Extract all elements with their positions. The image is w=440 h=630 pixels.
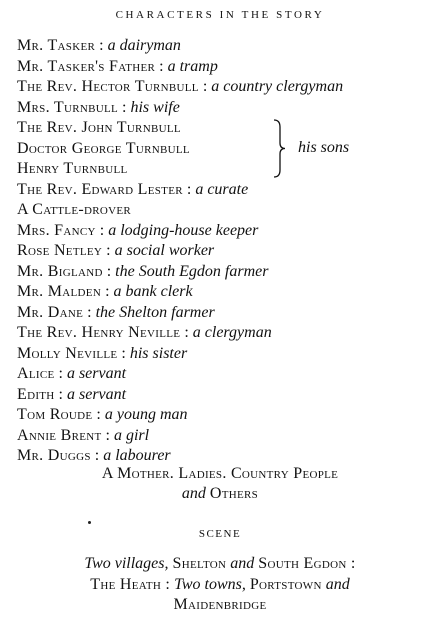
character-entry: Tom Roude : a young man [17,406,188,423]
character-entry: Mrs. Fancy : a lodging-house keeper [17,221,259,239]
character-name: Mr. Bigland [17,262,103,280]
character-name: Mr. Duggs [17,447,91,464]
page-heading: CHARACTERS IN THE STORY [115,9,325,21]
character-name: Molly Neville [17,344,118,362]
character-name: Mrs. Fancy [17,221,96,239]
character-role: a lodging-house keeper [108,221,259,239]
character-entry: Mr. Duggs : a labourer [17,447,171,464]
character-name: Doctor George Turnbull [17,139,190,157]
scene-line-2: The Heath : Two towns, Portstown and [90,575,350,593]
character-entry: The Rev. Henry Neville : a clergyman [17,324,272,341]
sons-role: his sons [298,139,350,156]
character-entry: Mr. Tasker's Father : a tramp [17,57,218,75]
character-role: a bank clerk [113,283,193,300]
character-name: The Rev. John Turnbull [17,119,181,136]
character-name: Henry Turnbull [17,160,128,177]
scene-line-3: Maidenbridge [173,596,267,613]
character-entry [17,139,432,160]
character-role: his sister [129,344,188,362]
character-entry: Mr. Bigland : the South Egdon farmer [17,262,269,280]
character-role: his wife [130,98,180,116]
character-entry: Mr. Tasker : a dairyman [17,37,181,54]
character-entry: Alice : a servant [17,365,127,382]
character-name: Mrs. Turnbull [17,98,119,116]
character-name: Annie Brent [17,426,102,444]
character-entry: Mr. Dane : the Shelton farmer [17,303,215,321]
character-entry [17,200,432,221]
curly-brace-icon [272,119,286,178]
character-name: Edith [17,385,55,403]
others-line-1: A Mother. Ladies. Country People [101,465,339,482]
character-name: The Rev. Henry Neville [17,324,181,341]
character-role: a curate [195,180,249,198]
character-role: a servant [66,365,127,382]
character-name: Mr. Tasker [17,37,96,54]
character-name: Tom Roude [17,406,93,423]
character-role: the Shelton farmer [95,303,215,321]
character-name: Mr. Malden [17,283,102,300]
other-characters [0,464,440,504]
character-role: a young man [104,406,188,423]
character-name: A Cattle-drover [17,201,131,218]
character-entry: Mr. Malden : a bank clerk [17,283,193,300]
character-entry: The Rev. Hector Turnbull : a country clergyman [17,78,344,95]
character-entry: The Rev. Edward Lester : a curate [17,180,249,198]
character-role: a girl [113,426,150,444]
others-line-2: and Others [181,485,259,502]
character-list [17,36,432,467]
character-name: The Rev. Edward Lester [17,180,183,198]
stray-dot [88,521,91,524]
character-role: a clergyman [192,324,272,341]
scene-heading: SCENE [198,528,242,540]
scene-line-1: Two villages, Shelton and South Egdon : [84,555,356,572]
turnbull-sons-group [17,118,432,180]
character-role: a social worker [114,242,215,259]
character-role: a dairyman [107,37,181,54]
character-role: a country clergyman [211,78,344,95]
character-role: a labourer [103,447,171,464]
character-entry: Annie Brent : a girl [17,426,150,444]
character-entry: Molly Neville : his sister [17,344,188,362]
character-role: a servant [67,385,127,403]
character-entry: Mrs. Turnbull : his wife [17,98,180,116]
scene-description [0,554,440,616]
character-entry [17,118,432,139]
character-entry: Rose Netley : a social worker [17,242,215,259]
character-name: Rose Netley [17,242,103,259]
character-entry: Edith : a servant [17,385,127,403]
character-role: a tramp [167,57,218,75]
character-name: The Rev. Hector Turnbull [17,78,199,95]
character-entry [17,159,432,180]
character-role: the South Egdon farmer [115,262,269,280]
character-name: Mr. Tasker's Father [17,57,156,75]
character-name: Mr. Dane [17,303,84,321]
character-name: Alice [17,365,55,382]
